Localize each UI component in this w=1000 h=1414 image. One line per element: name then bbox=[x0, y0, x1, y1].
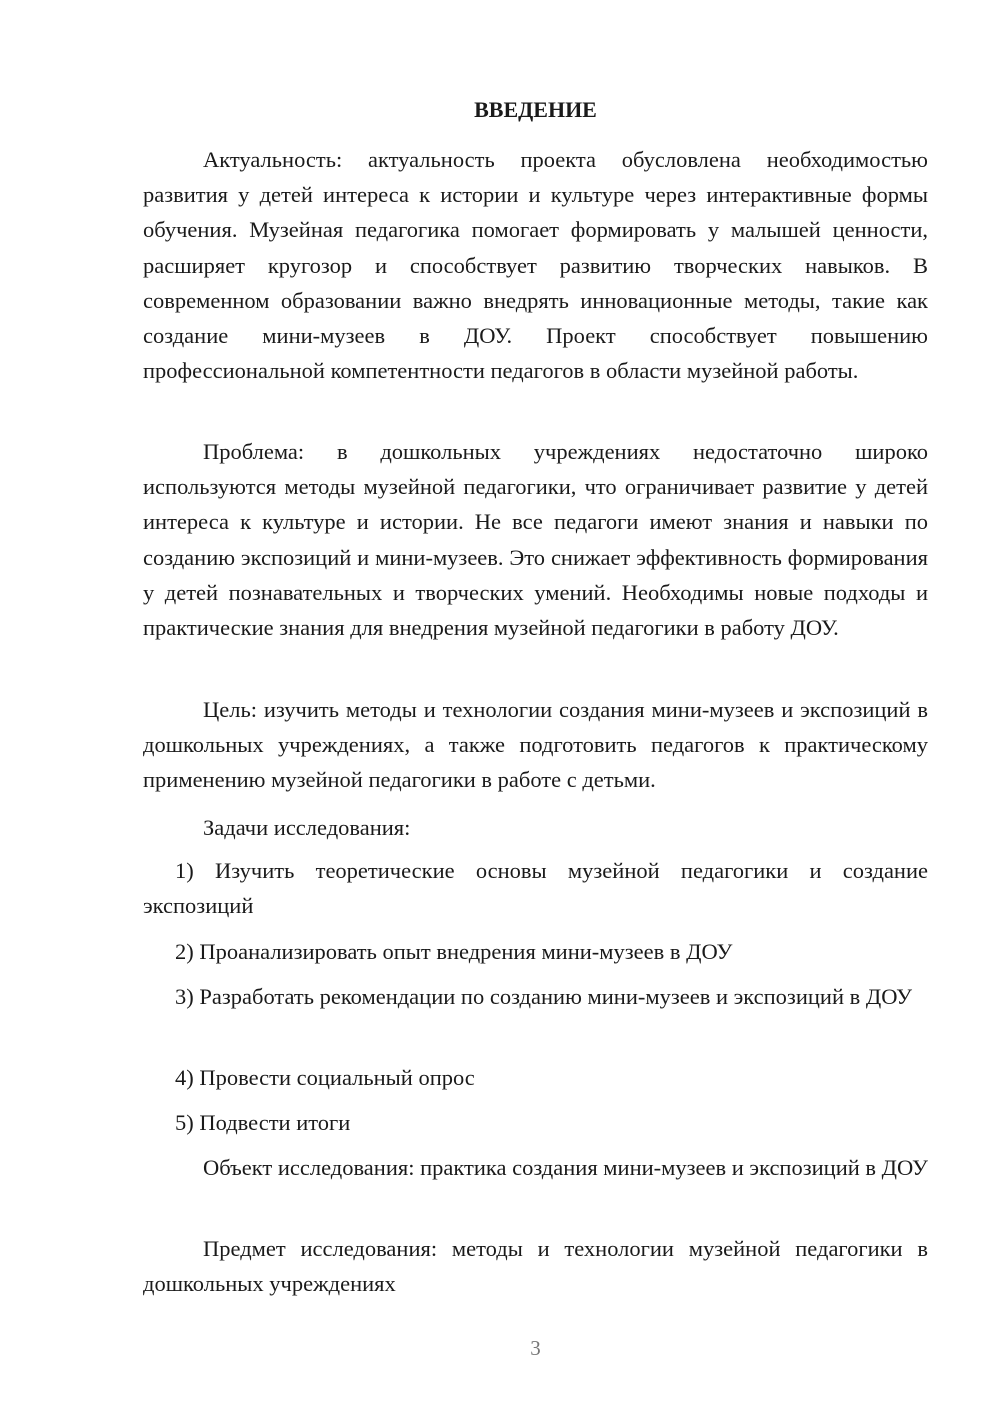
page-number: 3 bbox=[530, 1336, 541, 1360]
section-title: ВВЕДЕНИЕ bbox=[474, 97, 597, 122]
object-paragraph: Объект исследования: практика создания мини-музеев и экспозиций в ДОУ bbox=[203, 1155, 928, 1180]
problem-paragraph: Проблема: в дошкольных учреждениях недостаточно широко используются методы музейной педагогики, что ограничивает развитие у детей интереса к культуре и истории. Не все педагоги имеют знания и навыки по созданию экспозиций и мини-музеев. Это снижает эффективность формирования у детей познавательных и творческих умений. Необходимы новые подходы и практические знания для внедрения музейной педагогики в работу ДОУ. bbox=[143, 439, 928, 641]
task-item: 2) Проанализировать опыт внедрения мини-музеев в ДОУ bbox=[175, 939, 733, 964]
subject-paragraph: Предмет исследования: методы и технологии музейной педагогики в дошкольных учреждениях bbox=[143, 1236, 928, 1297]
goal-paragraph: Цель: изучить методы и технологии создания мини-музеев и экспозиций в дошкольных учреждениях, а также подготовить педагогов к практическому применению музейной педагогики в работе с детьми. bbox=[143, 697, 928, 793]
task-item: 5) Подвести итоги bbox=[175, 1110, 351, 1135]
relevance-paragraph: Актуальность: актуальность проекта обусловлена необходимостью развития у детей интереса к истории и культуре через интерактивные формы обучения. Музейная педагогика помогает формировать у малышей ценности, расширяет кругозор и способствует развитию творческих навыков. В современном образовании важно внедрять инновационные методы, такие как создание мини-музеев в ДОУ. Проект способствует повышению профессиональной компетентности педагогов в области музейной работы. bbox=[143, 147, 928, 384]
task-item: 4) Провести социальный опрос bbox=[175, 1065, 475, 1090]
tasks-heading: Задачи исследования: bbox=[203, 815, 411, 840]
task-item: 1) Изучить теоретические основы музейной педагогики и создание экспозиций bbox=[143, 858, 928, 919]
task-item: 3) Разработать рекомендации по созданию мини-музеев и экспозиций в ДОУ bbox=[175, 984, 913, 1009]
